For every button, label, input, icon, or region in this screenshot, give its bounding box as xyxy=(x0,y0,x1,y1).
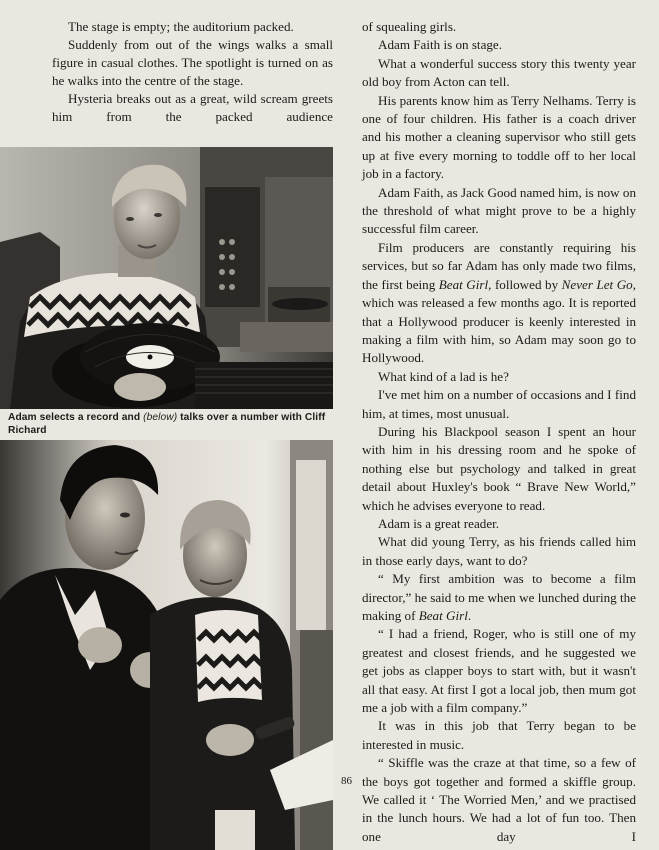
paragraph: The stage is empty; the auditorium packed. xyxy=(68,19,294,34)
film-title: Beat Girl xyxy=(438,276,489,292)
paragraph: “ I had a friend, Roger, who is still one of my greatest and closest friends, and he suggested we get jobs as clapper boys to start with, but it wasn't all that easy. At first I got a local job, then mum got me a job with a film company.” xyxy=(362,626,636,716)
paragraph-text: . xyxy=(467,608,472,623)
paragraph: Suddenly from out of the wings walks a small figure in casual clothes. The spotlight is turned on as he walks into the centre of the stage. xyxy=(52,37,333,89)
paragraph-text: , which was released a few months ago. It is reported that a Hollywood producer is keenly interested in making a film with him, so Adam may soon go to Hollywood. xyxy=(362,276,637,366)
paragraph: Adam Faith is on stage. xyxy=(378,37,503,53)
photo-caption xyxy=(8,412,333,437)
paragraph: What a wonderful success story this twenty year old boy from Acton can tell. xyxy=(362,55,636,90)
film-title: Beat Girl xyxy=(418,608,468,623)
caption-text: talks over a number with Cliff Richard xyxy=(8,412,326,436)
paragraph: Adam Faith, as Jack Good named him, is now on the threshold of what might prove to be a highly successful film career. xyxy=(362,184,636,237)
paragraph: What kind of a lad is he? xyxy=(378,368,509,384)
paragraph-text: , followed by xyxy=(488,276,562,292)
right-column-text xyxy=(362,18,636,846)
left-column-text xyxy=(52,18,333,127)
photo-adam-selecting-record xyxy=(0,147,333,409)
page-number: 86 xyxy=(341,775,352,787)
photo-adam-with-cliff-richard xyxy=(0,440,333,850)
paragraph: During his Blackpool season I spent an hour with him in his dressing room and he spoke of nothing else but psychology and talked in great detail about Huxley's book “ Brave New World,” which he advises everyone to read. xyxy=(362,423,636,513)
photo-illustration xyxy=(0,440,333,850)
paragraph: What did young Terry, as his friends called him in those early days, want to do? xyxy=(362,534,636,568)
caption-italic: (below) xyxy=(143,412,178,423)
paragraph xyxy=(362,239,636,368)
paragraph-text: “ My first ambition was to become a film director,” he said to me when we lunched during the making of xyxy=(362,571,636,623)
paragraph xyxy=(362,570,636,625)
paragraph: His parents know him as Terry Nelhams. Terry is one of four children. His father is a coach driver and his mother a cleaning supervisor who still gets up at five every morning to toddle off to her local job in a factory. xyxy=(362,92,636,182)
photo-illustration xyxy=(0,147,333,409)
paragraph: It was in this job that Terry began to be interested in music. xyxy=(362,718,636,752)
paragraph: Hysteria breaks out as a great, wild scream greets him from the packed audience xyxy=(52,91,333,125)
paragraph-text: Film producers are constantly requiring his services, but so far Adam has only made two films, the first being xyxy=(362,239,636,292)
paragraph: of squealing girls. xyxy=(362,19,457,34)
paragraph: I've met him on a number of occasions and I find him, at times, most unusual. xyxy=(362,387,636,421)
caption-text: Adam selects a record and xyxy=(8,412,144,423)
paragraph: “ Skiffle was the craze at that time, so a few of the boys got together and formed a skiffle group. We called it ‘ The Worried Men,’ and we practised in the lunch hours. We had a lot of fun too. Then one day I xyxy=(362,755,636,844)
film-title: Never Let Go xyxy=(561,276,633,292)
paragraph: Adam is a great reader. xyxy=(378,515,500,531)
